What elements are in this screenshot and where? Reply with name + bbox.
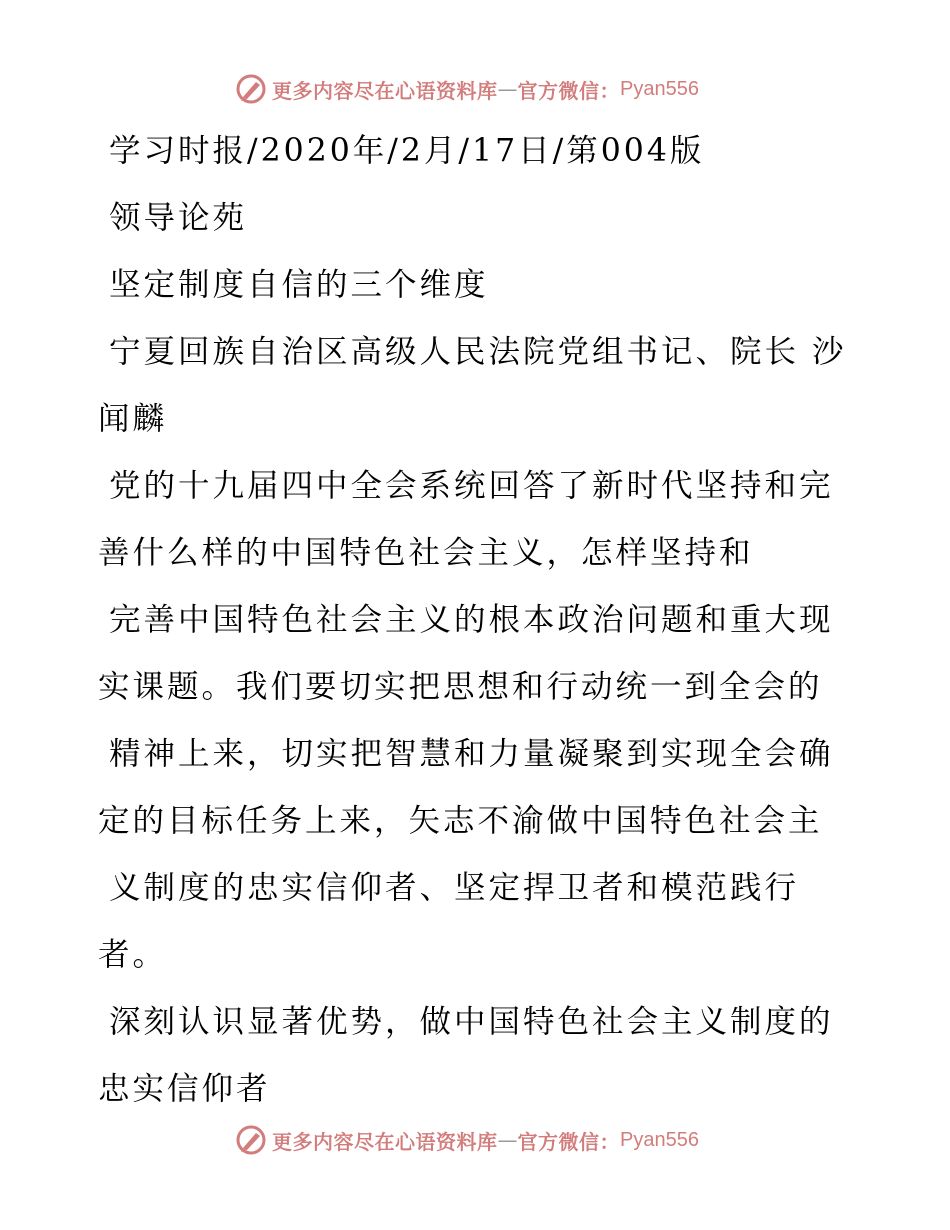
watermark-dash: — xyxy=(497,1128,518,1152)
paragraph-4-line-1: 义制度的忠实信仰者、坚定捍卫者和模范践行 xyxy=(109,870,800,906)
title-line: 坚定制度自信的三个维度 xyxy=(109,267,489,303)
watermark-dash: — xyxy=(497,77,518,101)
paragraph-3-line-1: 精神上来，切实把智慧和力量凝聚到实现全会确 xyxy=(109,736,834,772)
paragraph-2-line-1: 完善中国特色社会主义的根本政治问题和重大现 xyxy=(109,602,834,638)
article-body xyxy=(98,118,858,1123)
column-line: 领导论苑 xyxy=(109,200,248,236)
paragraph-2-line-2: 实课题。我们要切实把思想和行动统一到全会的 xyxy=(98,669,823,705)
section-heading-1 xyxy=(98,989,858,1123)
watermark-label: 官方微信： xyxy=(517,1129,620,1154)
author-line-2: 闻麟 xyxy=(98,401,168,437)
section-heading-1-line-1: 深刻认识显著优势，做中国特色社会主义制度的 xyxy=(109,1004,834,1040)
paragraph-4-line-2: 者。 xyxy=(98,937,168,973)
watermark-account: Pyan556 xyxy=(620,77,699,100)
paragraph-2 xyxy=(98,587,858,721)
article-author xyxy=(98,319,858,453)
watermark-site: 更多内容尽在心语资料库 xyxy=(272,78,498,103)
section-heading-1-line-2: 忠实信仰者 xyxy=(98,1071,271,1107)
watermark-header xyxy=(234,71,699,107)
paragraph-4 xyxy=(98,855,858,989)
watermark-account: Pyan556 xyxy=(620,1128,699,1151)
watermark-site: 更多内容尽在心语资料库 xyxy=(272,1129,498,1154)
article-column xyxy=(98,185,858,252)
article-source xyxy=(98,118,858,185)
pen-logo-icon xyxy=(234,1123,268,1157)
paragraph-1 xyxy=(98,453,858,587)
watermark-label: 官方微信： xyxy=(517,78,620,103)
paragraph-1-line-2: 善什么样的中国特色社会主义，怎样坚持和 xyxy=(98,535,754,571)
paragraph-1-line-1: 党的十九届四中全会系统回答了新时代坚持和完 xyxy=(109,468,834,504)
watermark-footer xyxy=(234,1122,699,1158)
pen-logo-icon xyxy=(234,72,268,106)
source-line: 学习时报/2020年/2月/17日/第004版 xyxy=(109,133,705,169)
article-title xyxy=(98,252,858,319)
paragraph-3 xyxy=(98,721,858,855)
paragraph-3-line-2: 定的目标任务上来，矢志不渝做中国特色社会主 xyxy=(98,803,823,839)
author-line-1: 宁夏回族自治区高级人民法院党组书记、院长 沙 xyxy=(109,334,847,370)
